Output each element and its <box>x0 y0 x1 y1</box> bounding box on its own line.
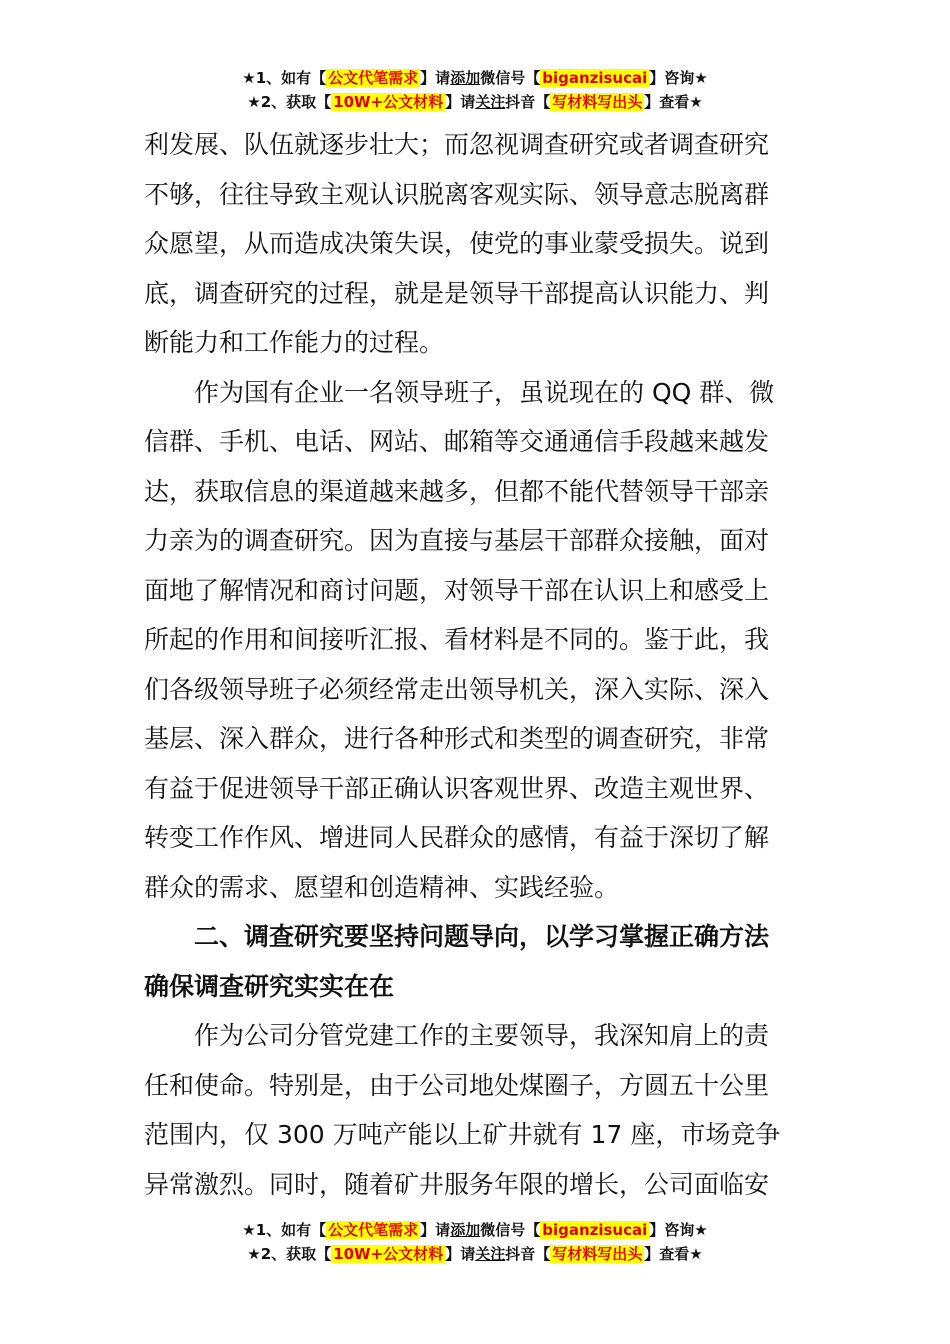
banner-line-1: ★1、如有【 公文代笔需求 】请添加微信号【 biganzisucai 】咨询★ <box>242 69 708 87</box>
highlight-wechat-id: biganzisucai <box>542 69 648 87</box>
highlight-wechat-id: biganzisucai <box>542 1221 648 1239</box>
banner-line-2: ★2、获取【 10W+公文材料 】请关注抖音【 写材料写出头 】查看★ <box>247 93 703 111</box>
highlight-douyin: 写材料写出头 <box>552 1245 643 1263</box>
highlight-materials: 10W+公文材料 <box>333 1245 444 1263</box>
banner-line-2: ★2、获取【 10W+公文材料 】请关注抖音【 写材料写出头 】查看★ <box>247 1245 703 1263</box>
banner-line-1: ★1、如有【 公文代笔需求 】请添加微信号【 biganzisucai 】咨询★ <box>242 1221 708 1239</box>
footer-banner <box>0 1218 950 1266</box>
highlight-materials: 10W+公文材料 <box>333 93 444 111</box>
paragraph-3: 作为公司分管党建工作的主要领导，我深知肩上的责 任和使命。特别是，由于公司地处煤圈子，方圆五十公里 范围内，仅 300 万吨产能以上矿井就有 17 座，市场竞争 异常激烈。同时，随着矿井服务年限的增长，公司面临安 <box>144 1021 781 1199</box>
highlight-service: 公文代笔需求 <box>328 1221 419 1239</box>
paragraph-1: 利发展、队伍就逐步壮大；而忽视调查研究或者调查研究 不够，往往导致主观认识脱离客观实际、领导意志脱离群 众愿望，从而造成决策失误，使党的事业蒙受损失。说到 底，调查研究的过程，就是是领导干部提高认识能力、判 断能力和工作能力的过程。 <box>144 130 770 357</box>
document-body <box>144 120 808 1209</box>
header-banner <box>0 66 950 114</box>
section-heading: 二、调查研究要坚持问题导向，以学习掌握正确方法 确保调查研究实实在在 <box>144 922 770 1001</box>
highlight-service: 公文代笔需求 <box>328 69 419 87</box>
highlight-douyin: 写材料写出头 <box>552 93 643 111</box>
paragraph-2: 作为国有企业一名领导班子，虽说现在的 QQ 群、微 信群、手机、电话、网站、邮箱等交通通信手段越来越发 达，获取信息的渠道越来越多，但都不能代替领导干部亲 力亲为的调查研究。因为直接与基层干部群众接触，面对 面地了解情况和商讨问题，对领导干部在认识上和感受上 所起的作用和间接听汇报、看材料是不同的。鉴于此，我 们各级领导班子必须经常走出领导机关，深入实际、深入 基层、深入群众，进行各种形式和类型的调查研究，非常 有益于促进领导干部正确认识客观世界、改造主观世界、 转变工作作风、增进同人民群众的感情，有益于深切了解 群众的需求、愿望和创造精神、实践经验。 <box>144 377 775 902</box>
